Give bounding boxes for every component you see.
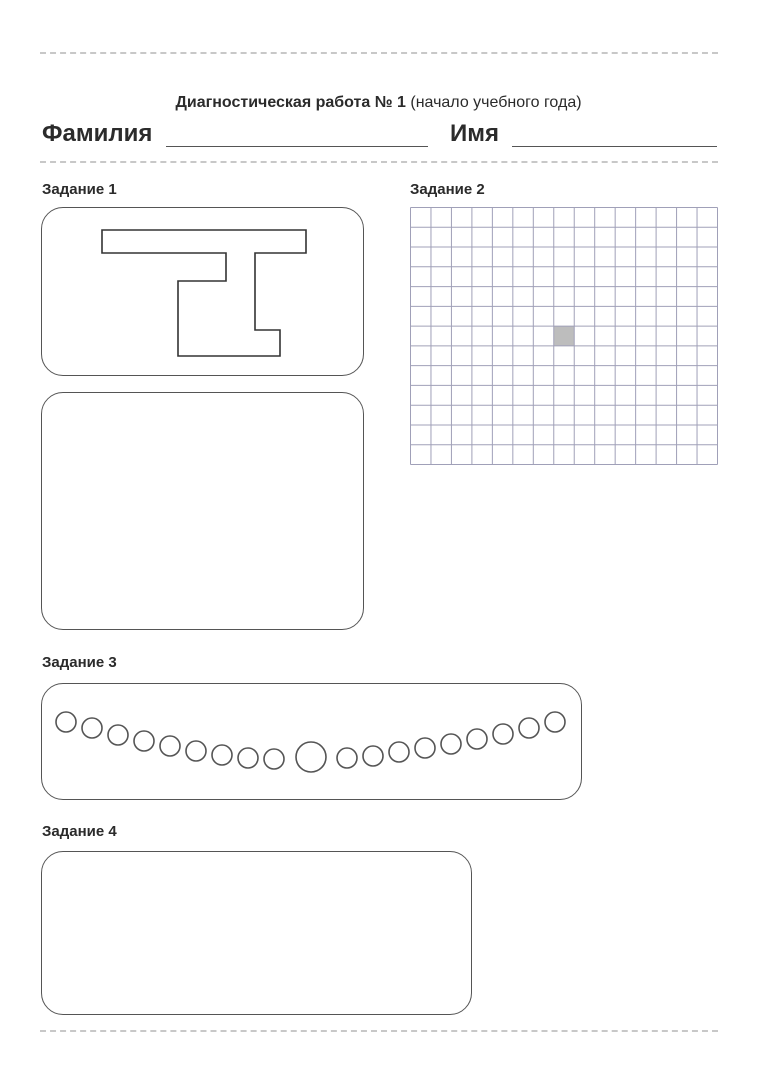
task-2-grid[interactable] (410, 207, 718, 465)
task-3-beads-box[interactable] (41, 683, 582, 800)
small-bead (545, 712, 565, 732)
t-shape-figure (42, 208, 365, 377)
task-4-label: Задание 4 (42, 823, 117, 840)
task-1-answer-box[interactable] (41, 392, 364, 630)
shaded-cell (554, 326, 574, 346)
large-bead (296, 742, 326, 772)
small-bead (337, 748, 357, 768)
small-bead (134, 731, 154, 751)
beads-svg (42, 684, 583, 801)
small-bead (212, 745, 232, 765)
small-bead (389, 742, 409, 762)
bottom-dashed-line (40, 1030, 718, 1032)
task-2-label: Задание 2 (410, 181, 485, 198)
small-bead (493, 724, 513, 744)
small-bead (186, 741, 206, 761)
task-4-answer-box[interactable] (41, 851, 472, 1015)
task-1-label: Задание 1 (42, 181, 117, 198)
small-bead (467, 729, 487, 749)
task-3-label: Задание 3 (42, 654, 117, 671)
small-bead (108, 725, 128, 745)
title-normal: (начало учебного года) (410, 94, 582, 111)
t-shape-outline (102, 230, 306, 356)
small-bead (82, 718, 102, 738)
header-dashed-line (40, 161, 718, 163)
title-bold: Диагностическая работа № 1 (175, 94, 406, 111)
task-1-sample-box (41, 207, 364, 376)
name-field[interactable] (512, 146, 717, 147)
small-bead (160, 736, 180, 756)
small-bead (415, 738, 435, 758)
small-bead (519, 718, 539, 738)
surname-field[interactable] (166, 146, 428, 147)
small-bead (56, 712, 76, 732)
small-bead (264, 749, 284, 769)
grid-svg (410, 207, 718, 465)
surname-label: Фамилия (42, 120, 153, 147)
small-bead (363, 746, 383, 766)
small-bead (441, 734, 461, 754)
small-bead (238, 748, 258, 768)
top-dashed-line (40, 52, 718, 54)
name-label: Имя (450, 120, 500, 147)
page-title (0, 94, 757, 112)
